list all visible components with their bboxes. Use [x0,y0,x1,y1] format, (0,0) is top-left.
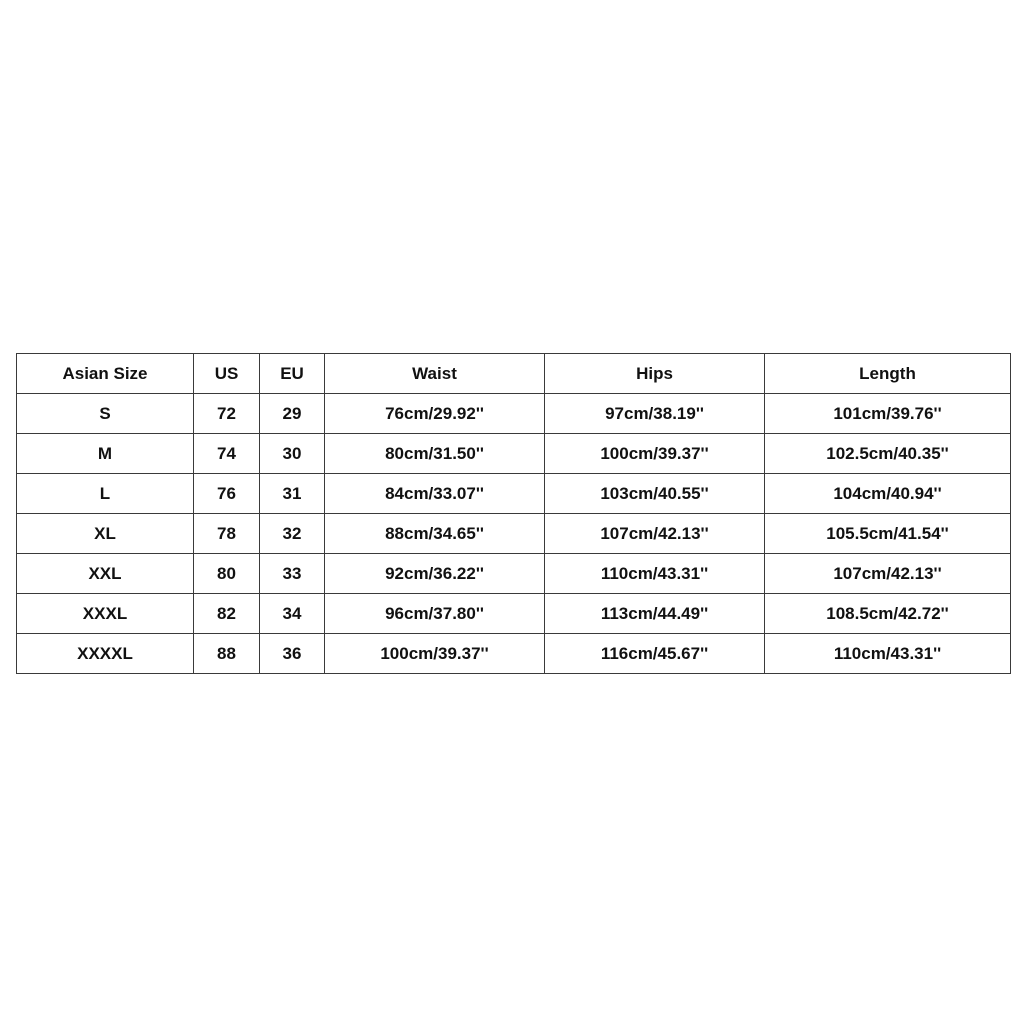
cell-asian-size: XXXXL [17,634,194,674]
header-length: Length [765,354,1011,394]
cell-length: 101cm/39.76'' [765,394,1011,434]
cell-eu: 33 [260,554,325,594]
cell-waist: 88cm/34.65'' [325,514,545,554]
cell-waist: 84cm/33.07'' [325,474,545,514]
table-row [17,554,1011,594]
cell-eu: 36 [260,634,325,674]
cell-asian-size: XXXL [17,594,194,634]
cell-waist: 92cm/36.22'' [325,554,545,594]
cell-us: 82 [194,594,260,634]
cell-hips: 116cm/45.67'' [545,634,765,674]
cell-eu: 32 [260,514,325,554]
cell-length: 104cm/40.94'' [765,474,1011,514]
header-us: US [194,354,260,394]
cell-waist: 76cm/29.92'' [325,394,545,434]
size-chart-table [16,353,1011,674]
header-row [17,354,1011,394]
header-hips: Hips [545,354,765,394]
cell-us: 74 [194,434,260,474]
cell-length: 102.5cm/40.35'' [765,434,1011,474]
cell-waist: 80cm/31.50'' [325,434,545,474]
table-row [17,594,1011,634]
cell-hips: 110cm/43.31'' [545,554,765,594]
cell-us: 88 [194,634,260,674]
table-row [17,514,1011,554]
cell-asian-size: XL [17,514,194,554]
cell-hips: 97cm/38.19'' [545,394,765,434]
cell-waist: 100cm/39.37'' [325,634,545,674]
header-waist: Waist [325,354,545,394]
cell-us: 72 [194,394,260,434]
cell-hips: 103cm/40.55'' [545,474,765,514]
cell-us: 78 [194,514,260,554]
cell-hips: 113cm/44.49'' [545,594,765,634]
cell-asian-size: XXL [17,554,194,594]
cell-asian-size: M [17,434,194,474]
cell-hips: 100cm/39.37'' [545,434,765,474]
header-eu: EU [260,354,325,394]
cell-hips: 107cm/42.13'' [545,514,765,554]
cell-length: 107cm/42.13'' [765,554,1011,594]
header-asian-size: Asian Size [17,354,194,394]
table-row [17,474,1011,514]
table-row [17,634,1011,674]
cell-waist: 96cm/37.80'' [325,594,545,634]
cell-us: 76 [194,474,260,514]
cell-length: 108.5cm/42.72'' [765,594,1011,634]
cell-us: 80 [194,554,260,594]
cell-asian-size: L [17,474,194,514]
cell-eu: 30 [260,434,325,474]
table-row [17,434,1011,474]
cell-eu: 31 [260,474,325,514]
table-row [17,394,1011,434]
cell-length: 110cm/43.31'' [765,634,1011,674]
cell-eu: 29 [260,394,325,434]
cell-eu: 34 [260,594,325,634]
cell-length: 105.5cm/41.54'' [765,514,1011,554]
cell-asian-size: S [17,394,194,434]
